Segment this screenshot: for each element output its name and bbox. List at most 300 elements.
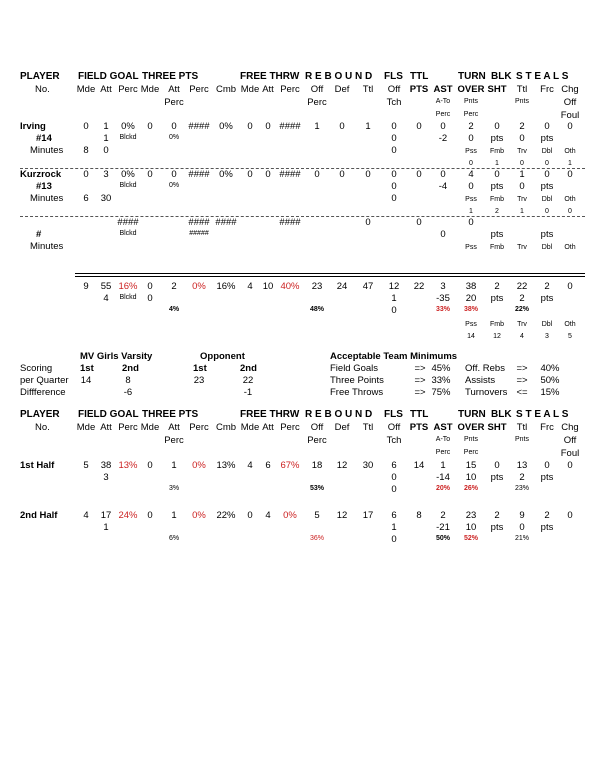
kurzrock-stat-14: 0 [416, 169, 422, 180]
min-op: => [516, 363, 528, 374]
half1-stat-19: 0 [544, 460, 550, 471]
scoring-label: Diffference [20, 387, 66, 398]
irving-sub-8: pts [540, 133, 554, 144]
irving-stat-2: 0% [121, 121, 135, 132]
totals-sub-6: pts [490, 293, 504, 304]
scoring-label: per Quarter [20, 375, 69, 386]
half1-sub-3: 10 [465, 472, 477, 483]
totals-stat-8: 10 [262, 281, 274, 292]
col-header-three-pts: THREE PTS [142, 71, 199, 82]
col-header-rebound: R E B O U N D [305, 409, 373, 420]
half2-sub-3: 10 [465, 522, 477, 533]
half-name: 1st Half [20, 460, 55, 471]
half2-stat-8: 4 [265, 510, 271, 521]
min-value: 45% [431, 363, 451, 374]
half1-stat-2: 13% [118, 460, 138, 471]
half1-sub-4: pts [490, 472, 504, 483]
totals-steal-4: 5 [568, 333, 572, 340]
half1-stat-18: 13 [516, 460, 528, 471]
half2-stat-11: 12 [336, 510, 348, 521]
half2-stat-18: 9 [519, 510, 525, 521]
totals-sub-5: 20 [465, 293, 477, 304]
col-subheader-perc: Perc [118, 422, 138, 433]
irving-sub-4: -2 [438, 133, 448, 144]
half2-stat-9: 0% [283, 510, 297, 521]
col-subheader-chg: Chg [561, 84, 579, 95]
col-subheader-perc3: Perc [280, 422, 300, 433]
irving-sub-1: Blckd [119, 134, 137, 141]
half1-stat-3: 0 [147, 460, 153, 471]
q-first: 1st [193, 363, 207, 374]
totals-stat-11: 24 [336, 281, 348, 292]
blank-steal-label-4: Oth [564, 244, 576, 251]
half1-stat-12: 30 [362, 460, 374, 471]
col-header-steals: S T E A L S [516, 71, 569, 82]
col-subheader-ttl3: Ttl [516, 422, 528, 433]
totals-stat-10: 23 [311, 281, 323, 292]
col-subheader-mde2: Mde [140, 84, 160, 95]
irving-stat-16: 2 [468, 121, 474, 132]
irving-stat-5: #### [188, 121, 210, 132]
kurzrock-stat-6: 0% [219, 169, 233, 180]
col-header-field-goal: FIELD GOAL [78, 71, 139, 82]
totals-stat-6: 16% [216, 281, 236, 292]
half1-stat-10: 18 [311, 460, 323, 471]
half1-perc-3: 20% [435, 485, 450, 492]
col-subheader-perc: Perc [118, 84, 138, 95]
col-header-free-thrw: FREE THRW [240, 71, 300, 82]
totals-stat-3: 0 [147, 281, 153, 292]
totals-rule [75, 273, 585, 274]
blank-stat-6: 0 [468, 217, 474, 228]
totals-sub-4: -35 [436, 293, 450, 304]
half2-stat-0: 4 [83, 510, 89, 521]
kurzrock-stat-5: #### [188, 169, 210, 180]
half2-perc-3: 50% [435, 535, 450, 542]
half2-sub-6: pts [540, 522, 554, 533]
totals-sub-0: 4 [103, 293, 109, 304]
col-subheader-mde2: Mde [140, 422, 160, 433]
min-label: Off. Rebs [465, 363, 505, 374]
totals-stat-20: 0 [567, 281, 573, 292]
kurzrock-steal-label-2: Trv [517, 196, 527, 203]
kurzrock-stat-17: 0 [494, 169, 500, 180]
totals-sub-7: 2 [519, 293, 525, 304]
minimums-title: Acceptable Team Minimums [330, 351, 458, 362]
kurzrock-steal-2: 1 [520, 208, 524, 215]
half2-sub-1: 1 [391, 522, 397, 533]
col-subheader-perc-ast: Perc [435, 111, 451, 118]
col-subheader-cmb: Cmb [215, 84, 237, 95]
totals-stat-13: 12 [388, 281, 400, 292]
half2-stat-2: 24% [118, 510, 138, 521]
blank-stat-3: #### [279, 217, 301, 228]
half2-stat-3: 0 [147, 510, 153, 521]
col-subheader-off2: Off [387, 422, 401, 433]
col-subheader-pnts: Pnts [463, 98, 478, 105]
half1-stat-6: 13% [216, 460, 236, 471]
col-subheader-att3: Att [262, 84, 274, 95]
half2-stat-16: 23 [465, 510, 477, 521]
player-number: #14 [36, 133, 52, 144]
kurzrock-sub-4: 0 [468, 181, 474, 192]
col-subheader-mde: Mde [76, 84, 96, 95]
kurzrock-steal-label-0: Pss [465, 196, 477, 203]
kurzrock-steal-3: 0 [545, 208, 549, 215]
col-subheader-off2: Off [387, 84, 401, 95]
half2-stat-6: 22% [216, 510, 236, 521]
col-header-player: PLAYER [20, 71, 60, 82]
totals-rule [75, 276, 585, 277]
totals-stat-4: 2 [171, 281, 177, 292]
half2-stat-12: 17 [362, 510, 374, 521]
half1-stat-7: 4 [247, 460, 253, 471]
kurzrock-sub-3: -4 [438, 181, 448, 192]
diff-q2: -1 [243, 387, 253, 398]
col-subheader-def: Def [334, 84, 350, 95]
col-header-three-pts: THREE PTS [142, 409, 199, 420]
kurzrock-stat-0: 0 [83, 169, 89, 180]
irving-stat-18: 2 [519, 121, 525, 132]
totals-stat-9: 40% [280, 281, 300, 292]
mv-q2: 8 [125, 375, 131, 386]
irving-stat-8: 0 [265, 121, 271, 132]
kurzrock-steal-4: 0 [568, 208, 572, 215]
irving-stat-19: 0 [544, 121, 550, 132]
half1-stat-0: 5 [83, 460, 89, 471]
totals-stat-19: 2 [544, 281, 550, 292]
col-subheader-off-perc: Perc [307, 97, 327, 108]
col-subheader-pts: PTS [409, 422, 429, 433]
blank-stat-0: #### [117, 217, 139, 228]
col-subheader-off-perc: Perc [307, 435, 327, 446]
irving-stat-4: 0 [171, 121, 177, 132]
half1-perc-5: 23% [514, 485, 529, 492]
half2-stat-14: 8 [416, 510, 422, 521]
blank-steal-label-0: Pss [465, 244, 477, 251]
player-name: Kurzrock [20, 169, 62, 180]
irving-stat-0: 0 [83, 121, 89, 132]
totals-stat-18: 22 [516, 281, 528, 292]
scoring-label: Scoring [20, 363, 53, 374]
irving-stat-11: 0 [339, 121, 345, 132]
dashed-rule [20, 216, 585, 217]
totals-perc-2: 0 [391, 305, 397, 316]
half2-stat-5: 0% [192, 510, 206, 521]
totals-stat-12: 47 [362, 281, 374, 292]
half1-perc-2: 0 [391, 484, 397, 495]
half2-stat-13: 6 [391, 510, 397, 521]
irving-stat-9: #### [279, 121, 301, 132]
kurzrock-steal-1: 2 [495, 208, 499, 215]
half1-perc-0: 3% [168, 485, 180, 492]
irving-min-1: 0 [103, 145, 109, 156]
irving-stat-10: 1 [314, 121, 320, 132]
irving-stat-7: 0 [247, 121, 253, 132]
irving-stat-15: 0 [440, 121, 446, 132]
half2-stat-1: 17 [100, 510, 112, 521]
min-value: 75% [431, 387, 451, 398]
half2-stat-4: 1 [171, 510, 177, 521]
minutes-label: Minutes [30, 241, 64, 252]
q-second: 2nd [122, 363, 139, 374]
totals-perc-3: 33% [435, 306, 450, 313]
totals-steal-3: 3 [545, 333, 549, 340]
totals-sub-8: pts [540, 293, 554, 304]
half1-sub-2: -14 [436, 472, 450, 483]
col-subheader-att3: Att [262, 422, 274, 433]
opponent-name: Opponent [200, 351, 245, 362]
half1-stat-17: 0 [494, 460, 500, 471]
half2-stat-19: 2 [544, 510, 550, 521]
irving-sub-7: 0 [519, 133, 525, 144]
kurzrock-stat-8: 0 [265, 169, 271, 180]
totals-stat-5: 0% [192, 281, 206, 292]
minutes-label: Minutes [30, 193, 64, 204]
kurzrock-sub-5: pts [490, 181, 504, 192]
col-subheader-over: OVER [457, 422, 485, 433]
col-subheader-att-perc: Perc [164, 97, 184, 108]
min-value: 33% [431, 375, 451, 386]
player-number: #13 [36, 181, 52, 192]
half2-stat-20: 0 [567, 510, 573, 521]
blank-stat-2: #### [215, 217, 237, 228]
irving-stat-12: 1 [365, 121, 371, 132]
col-subheader-cmb: Cmb [215, 422, 237, 433]
kurzrock-stat-18: 1 [519, 169, 525, 180]
kurzrock-stat-3: 0 [147, 169, 153, 180]
totals-stat-16: 38 [465, 281, 477, 292]
blank-sub-4: pts [540, 229, 554, 240]
half1-stat-8: 6 [265, 460, 271, 471]
half2-stat-10: 5 [314, 510, 320, 521]
irving-sub-3: 0 [391, 133, 397, 144]
totals-steal-0: 14 [467, 333, 475, 340]
irving-stat-1: 1 [103, 121, 109, 132]
half1-stat-14: 14 [413, 460, 425, 471]
player-name: Irving [20, 121, 46, 132]
totals-perc-5: 22% [514, 306, 529, 313]
half2-perc-2: 0 [391, 534, 397, 545]
kurzrock-min-2: 0 [391, 193, 397, 204]
totals-sub-3: 1 [391, 293, 397, 304]
half2-stat-7: 0 [247, 510, 253, 521]
totals-stat-1: 55 [100, 281, 112, 292]
min-value: 15% [540, 387, 560, 398]
half1-stat-9: 67% [280, 460, 300, 471]
half2-perc-0: 6% [168, 535, 180, 542]
irving-sub-0: 1 [103, 133, 109, 144]
irving-steal-3: 0 [545, 160, 549, 167]
irving-steal-2: 0 [520, 160, 524, 167]
min-op: => [414, 363, 426, 374]
blank-sub-3: pts [490, 229, 504, 240]
col-subheader-pts: PTS [409, 84, 429, 95]
col-header-fls: FLS [384, 71, 403, 82]
irving-sub-2: 0% [168, 134, 180, 141]
half2-perc-5: 21% [514, 535, 529, 542]
blank-stat-4: 0 [365, 217, 371, 228]
col-subheader-frc: Frc [540, 422, 554, 433]
col-subheader-ttl2: Ttl [362, 84, 374, 95]
col-subheader-off: Off [563, 97, 577, 108]
col-subheader-perc2: Perc [189, 84, 209, 95]
min-label: Three Points [330, 375, 384, 386]
kurzrock-stat-11: 0 [339, 169, 345, 180]
half1-sub-5: 2 [519, 472, 525, 483]
col-subheader-tch: Tch [386, 97, 402, 108]
kurzrock-stat-4: 0 [171, 169, 177, 180]
totals-steal-2: 4 [520, 333, 524, 340]
col-subheader-mde3: Mde [240, 84, 260, 95]
kurzrock-stat-19: 0 [544, 169, 550, 180]
col-header-turn: TURN [458, 409, 486, 420]
half1-stat-11: 12 [336, 460, 348, 471]
blank-stat-1: #### [188, 217, 210, 228]
irving-stat-14: 0 [416, 121, 422, 132]
kurzrock-sub-1: 0% [168, 182, 180, 189]
col-subheader-perc3: Perc [280, 84, 300, 95]
kurzrock-stat-15: 0 [440, 169, 446, 180]
irving-stat-17: 0 [494, 121, 500, 132]
col-subheader-foul: Foul [560, 110, 580, 121]
col-header-field-goal: FIELD GOAL [78, 409, 139, 420]
kurzrock-min-1: 30 [100, 193, 112, 204]
col-subheader-over: OVER [457, 84, 485, 95]
half2-perc-1: 36% [309, 535, 324, 542]
irving-sub-5: 0 [468, 133, 474, 144]
min-op: => [516, 375, 528, 386]
col-subheader-a-to: A-To [435, 98, 451, 105]
half1-stat-1: 38 [100, 460, 112, 471]
totals-steal-label-3: Dbl [541, 321, 553, 328]
col-subheader-sht: SHT [487, 422, 507, 433]
totals-steal-1: 12 [493, 333, 501, 340]
col-subheader-ast: AST [433, 84, 453, 95]
kurzrock-stat-7: 0 [247, 169, 253, 180]
min-label: Free Throws [330, 387, 384, 398]
kurzrock-stat-13: 0 [391, 169, 397, 180]
irving-stat-20: 0 [567, 121, 573, 132]
col-subheader-sht: SHT [487, 84, 507, 95]
col-subheader-frc: Frc [540, 84, 554, 95]
col-header-fls: FLS [384, 409, 403, 420]
half1-stat-20: 0 [567, 460, 573, 471]
half-name: 2nd Half [20, 510, 58, 521]
irving-steal-label-0: Pss [465, 148, 477, 155]
col-subheader-ttl2: Ttl [362, 422, 374, 433]
col-header-steals: S T E A L S [516, 409, 569, 420]
blank-stat-5: 0 [416, 217, 422, 228]
blank-sub-0: Blckd [119, 230, 137, 237]
irving-min-2: 0 [391, 145, 397, 156]
col-subheader-pnts2: Pnts [514, 98, 529, 105]
min-op: <= [516, 387, 528, 398]
col-header-blk: BLK [491, 71, 512, 82]
totals-steal-label-2: Trv [517, 321, 527, 328]
half2-sub-0: 1 [103, 522, 109, 533]
col-subheader-ttl3: Ttl [516, 84, 528, 95]
irving-steal-0: 0 [469, 160, 473, 167]
col-subheader-att2: Att [168, 84, 180, 95]
mv-q1: 14 [80, 375, 92, 386]
col-subheader-att: Att [100, 422, 112, 433]
col-header-ttl: TTL [410, 71, 429, 82]
col-subheader-mde: Mde [76, 422, 96, 433]
q-first: 1st [80, 363, 94, 374]
totals-stat-0: 9 [83, 281, 89, 292]
min-value: 50% [540, 375, 560, 386]
totals-stat-7: 4 [247, 281, 253, 292]
col-subheader-def: Def [334, 422, 350, 433]
blank-steal-label-2: Trv [517, 244, 527, 251]
col-subheader-att: Att [100, 84, 112, 95]
irving-min-0: 8 [83, 145, 89, 156]
diff-q1: -6 [123, 387, 133, 398]
kurzrock-sub-7: pts [540, 181, 554, 192]
min-value: 40% [540, 363, 560, 374]
min-label: Field Goals [330, 363, 379, 374]
min-label: Assists [465, 375, 496, 386]
col-subheader-mde3: Mde [240, 422, 260, 433]
min-label: Turnovers [465, 387, 508, 398]
half1-stat-5: 0% [192, 460, 206, 471]
blank-steal-label-3: Dbl [541, 244, 553, 251]
irving-stat-13: 0 [391, 121, 397, 132]
half1-sub-6: pts [540, 472, 554, 483]
col-header-rebound: R E B O U N D [305, 71, 373, 82]
half1-stat-15: 1 [440, 460, 446, 471]
team-name: MV Girls Varsity [80, 351, 153, 362]
col-subheader-a-to: A-To [435, 436, 451, 443]
col-header-free-thrw: FREE THRW [240, 409, 300, 420]
kurzrock-stat-20: 0 [567, 169, 573, 180]
q-second: 2nd [240, 363, 257, 374]
half1-sub-0: 3 [103, 472, 109, 483]
min-op: => [414, 375, 426, 386]
kurzrock-stat-2: 0% [121, 169, 135, 180]
col-subheader-perc-ast: Perc [435, 449, 451, 456]
irving-steal-label-1: Fmb [490, 148, 504, 155]
half2-perc-4: 52% [463, 535, 478, 542]
kurzrock-steal-label-1: Fmb [490, 196, 504, 203]
half1-perc-1: 53% [309, 485, 324, 492]
kurzrock-stat-16: 4 [468, 169, 474, 180]
kurzrock-steal-label-3: Dbl [541, 196, 553, 203]
irving-steal-1: 1 [495, 160, 499, 167]
totals-perc-0: 4% [168, 306, 180, 313]
totals-sub-2: 0 [147, 293, 153, 304]
half2-stat-17: 2 [494, 510, 500, 521]
col-subheader-foul: Foul [560, 448, 580, 459]
kurzrock-steal-0: 1 [469, 208, 473, 215]
col-header-blk: BLK [491, 409, 512, 420]
totals-stat-17: 2 [494, 281, 500, 292]
col-header-no: No. [35, 84, 50, 95]
totals-steal-label-0: Pss [465, 321, 477, 328]
half2-sub-4: pts [490, 522, 504, 533]
blank-sub-2: 0 [440, 229, 446, 240]
kurzrock-sub-6: 0 [519, 181, 525, 192]
blank-sub-1: ##### [189, 230, 209, 237]
irving-steal-label-3: Dbl [541, 148, 553, 155]
col-subheader-att2: Att [168, 422, 180, 433]
col-subheader-off: Off [310, 84, 324, 95]
player-number: # [36, 229, 42, 240]
half2-sub-5: 0 [519, 522, 525, 533]
kurzrock-stat-9: #### [279, 169, 301, 180]
totals-perc-4: 38% [463, 306, 478, 313]
